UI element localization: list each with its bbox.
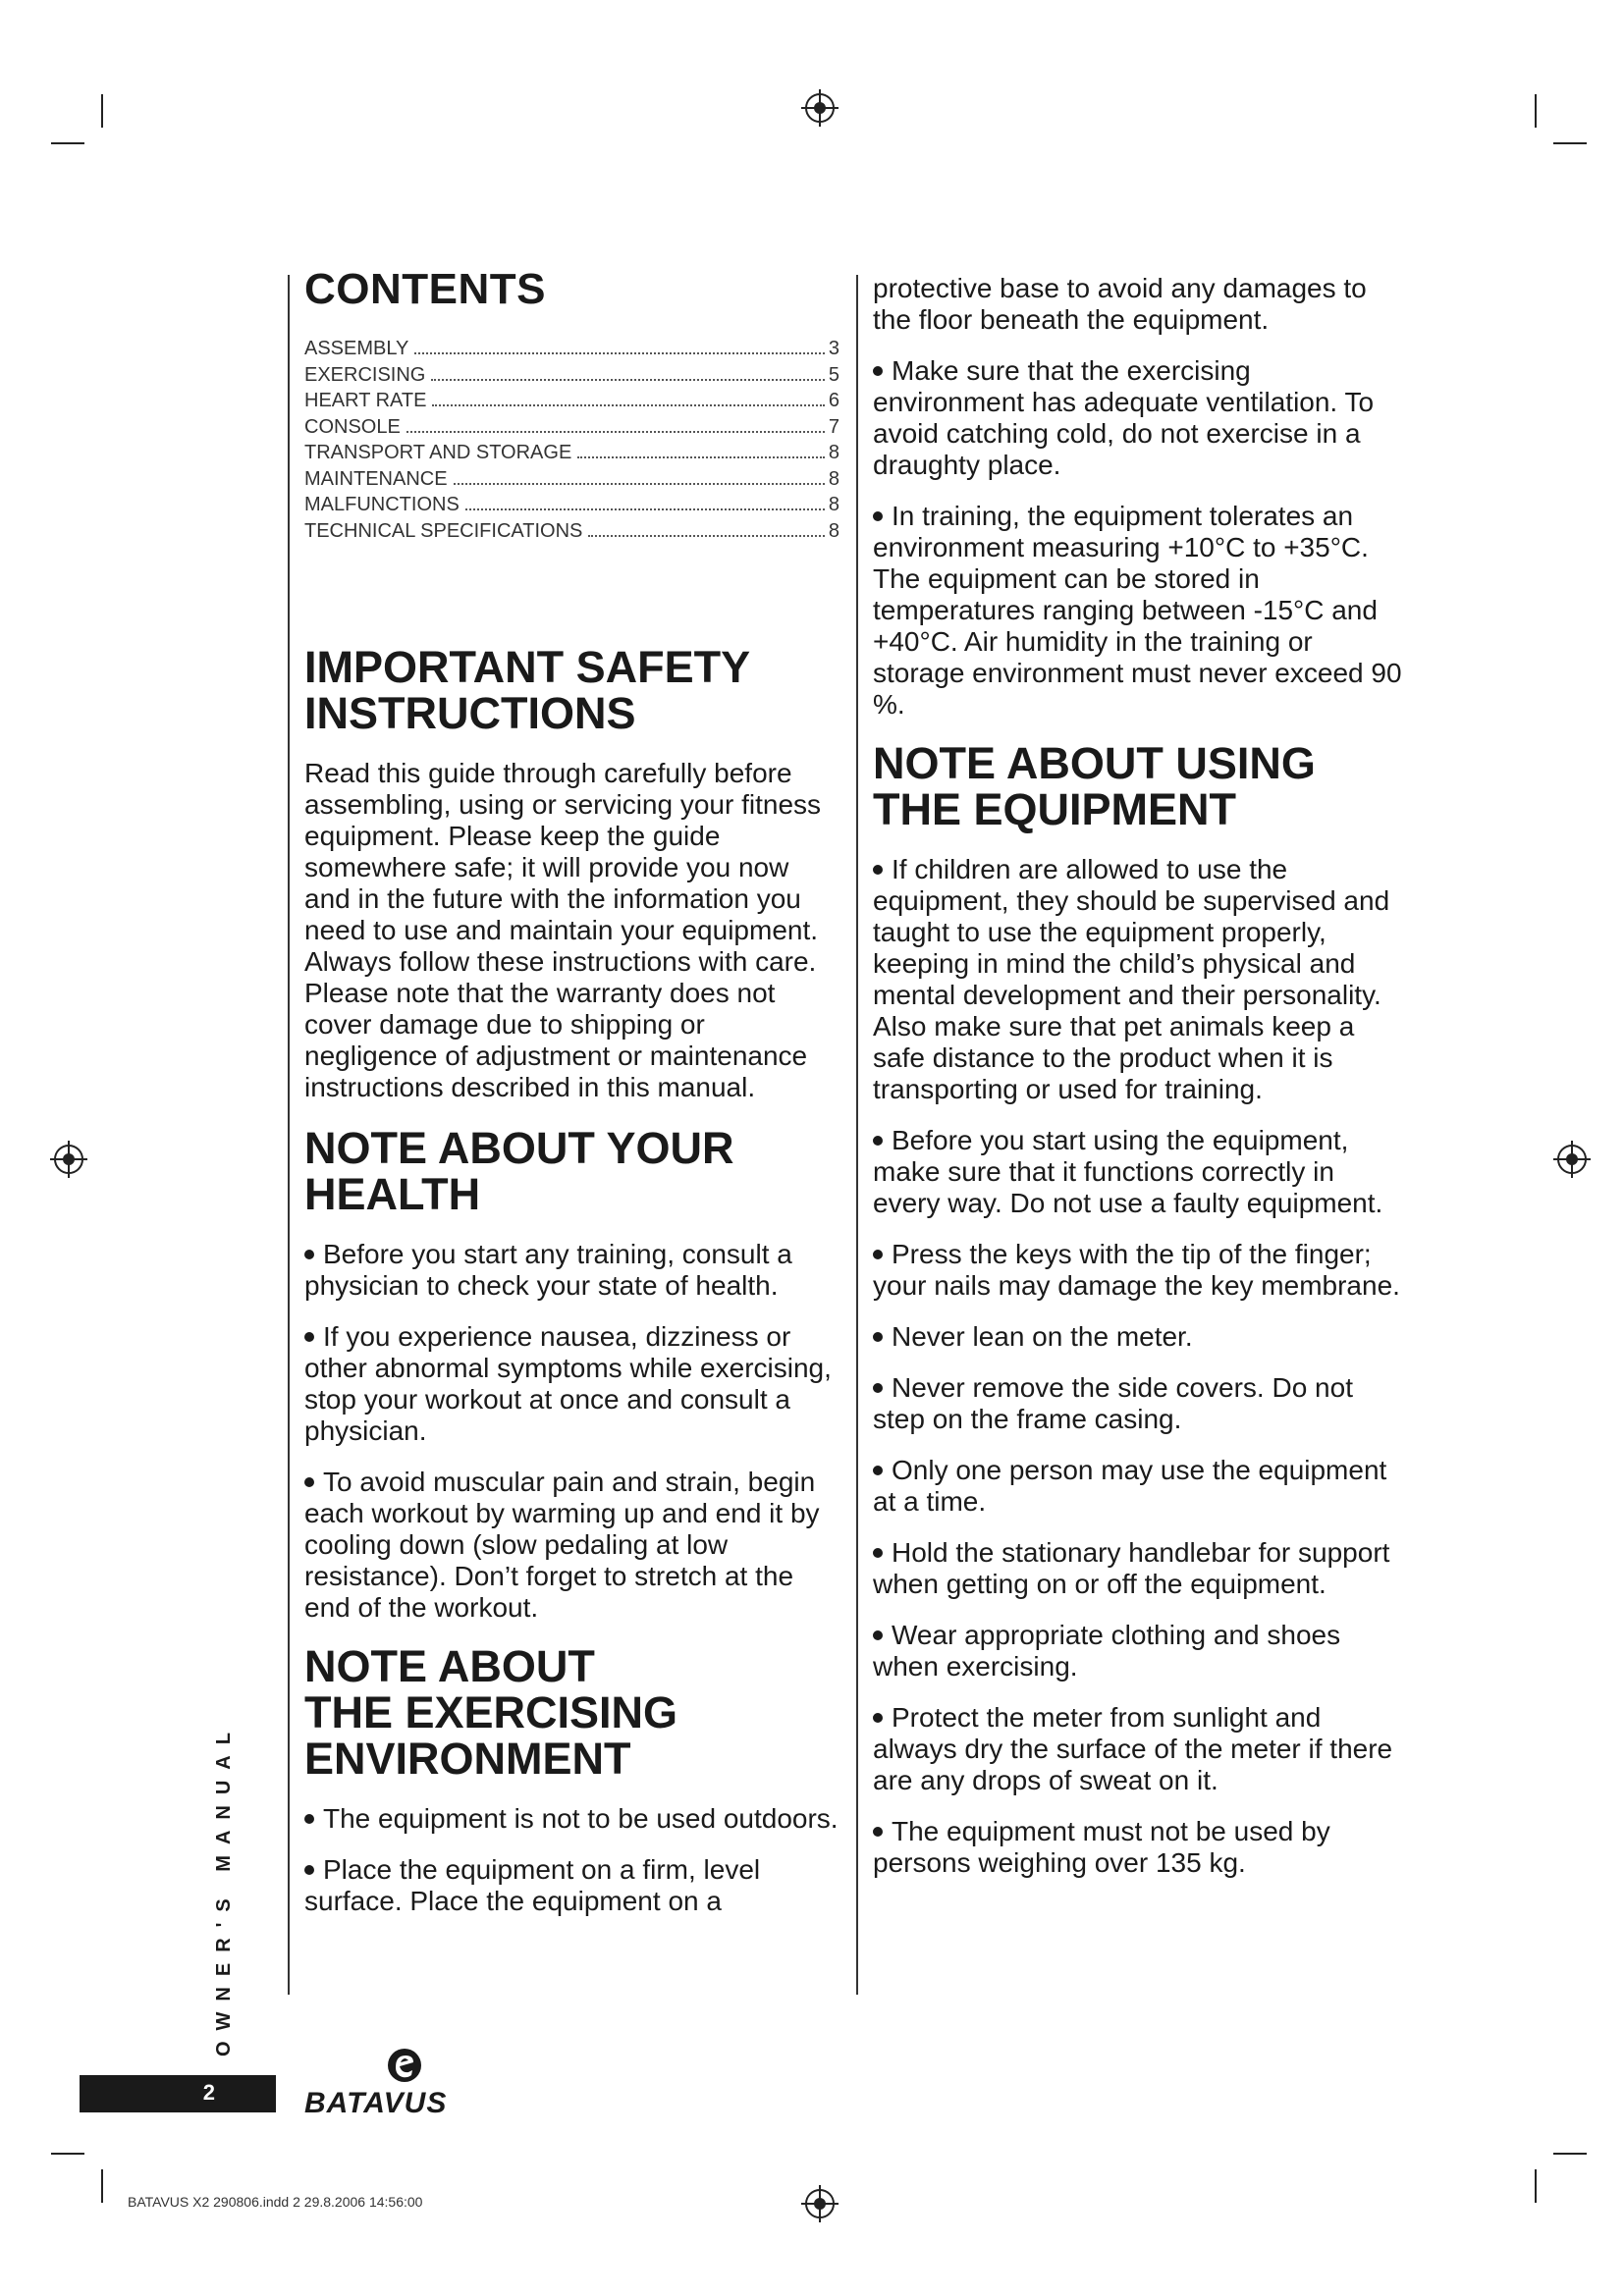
column-rule (288, 275, 290, 1995)
environment-bullet (873, 501, 1403, 721)
bullet-text: Before you start using the equipment, make sure that it functions correctly in every way. Do not use a faulty equipment. (873, 1125, 1383, 1218)
environment-continued: protective base to avoid any damages to the floor beneath the equipment. (873, 273, 1367, 335)
using-bullet (873, 1321, 1403, 1353)
bullet-icon (304, 1865, 314, 1875)
bullet-icon (873, 1250, 883, 1259)
using-bullet (873, 1537, 1403, 1600)
bullet-text: If you experience nausea, dizziness or other abnormal symptoms while exercising, stop your workout at once and consult a physician. (304, 1321, 832, 1446)
column-rule (856, 275, 858, 1995)
using-bullet (873, 1372, 1403, 1435)
toc-page: 8 (828, 519, 839, 542)
bullet-text: If children are allowed to use the equipment, they should be supervised and taught to use the equipment properly, keeping in mind the child’s physical and mental development and their personality. Also make sure that pet animals keep a safe distance to the product when it is transporting or used for training. (873, 854, 1390, 1104)
toc-leader (588, 535, 825, 537)
toc-page: 6 (828, 390, 839, 411)
environment-bullet (304, 1854, 839, 1917)
safety-heading (304, 644, 839, 736)
health-bullet (304, 1321, 839, 1447)
toc-page: 7 (828, 415, 839, 438)
toc-page: 8 (828, 442, 839, 463)
bullet-text: Place the equipment on a firm, level surface. Place the equipment on a (304, 1854, 761, 1916)
left-column (304, 265, 839, 1937)
bullet-text: The equipment must not be used by persons weighing over 135 kg. (873, 1816, 1330, 1878)
toc-leader (432, 404, 824, 406)
bullet-icon (873, 366, 883, 376)
toc-page: 8 (828, 467, 839, 490)
toc-item[interactable] (304, 466, 839, 493)
crop-mark (1535, 94, 1537, 128)
using-bullet (873, 1239, 1403, 1302)
using-bullet (873, 1620, 1403, 1682)
bullet-text: Never lean on the meter. (892, 1321, 1193, 1352)
bullet-text: The equipment is not to be used outdoors. (323, 1803, 839, 1834)
toc-item[interactable] (304, 336, 839, 362)
using-bullet (873, 854, 1403, 1105)
bullet-icon (873, 511, 883, 521)
using-heading (873, 740, 1403, 832)
bullet-icon (304, 1477, 314, 1487)
page-number: 2 (202, 2080, 215, 2105)
crop-mark (1535, 2169, 1537, 2203)
toc-label: MAINTENANCE (304, 467, 448, 490)
safety-intro: Read this guide through carefully before assembling, using or servicing your fitness equipment. Please keep the guide somewhere safe; it will provide you now and in the future with the information you need to use and maintain your equipment. Always follow these instructions with care. Please note that the warranty does not cover damage due to shipping or negligence of adjustment or maintenance instructions described in this manual. (304, 758, 822, 1102)
health-bullet (304, 1239, 839, 1302)
bullet-text: In training, the equipment tolerates an environment measuring +10°C to +35°C. The equipment can be stored in temperatures ranging between -15°C and +40°C. Air humidity in the training or storage environment must never exceed 90 %. (873, 501, 1402, 720)
bullet-text: To avoid muscular pain and strain, begin each workout by warming up and end it by cooling down (slow pedaling at low resistance). Don’t forget to stretch at the end of the workout. (304, 1467, 820, 1623)
bullet-icon (873, 1466, 883, 1475)
page-number-box (80, 2075, 276, 2112)
crop-mark (51, 2153, 84, 2155)
bullet-text: Wear appropriate clothing and shoes when exercising. (873, 1620, 1341, 1682)
using-bullet (873, 1125, 1403, 1219)
toc-page: 5 (828, 363, 839, 386)
toc-label: TECHNICAL SPECIFICATIONS (304, 519, 583, 542)
bullet-icon (873, 1827, 883, 1837)
toc-item[interactable] (304, 440, 839, 466)
bullet-text: Protect the meter from sunlight and always dry the surface of the meter if there are any drops of sweat on it. (873, 1702, 1393, 1795)
bullet-icon (873, 1332, 883, 1342)
bullet-icon (873, 1136, 883, 1146)
brand-name: BATAVUS (304, 2087, 448, 2119)
bullet-text: Press the keys with the tip of the finger; your nails may damage the key membrane. (873, 1239, 1400, 1301)
print-slug: BATAVUS X2 290806.indd 2 29.8.2006 14:56:00 (128, 2194, 423, 2210)
environment-heading (304, 1643, 839, 1782)
bullet-icon (873, 1713, 883, 1723)
environment-heading-line: ENVIRONMENT (304, 1734, 631, 1784)
health-heading-line: NOTE ABOUT YOUR (304, 1123, 734, 1173)
crop-mark (101, 94, 103, 128)
registration-mark-icon (54, 1145, 83, 1174)
bullet-text: Never remove the side covers. Do not step on the frame casing. (873, 1372, 1353, 1434)
health-bullet (304, 1467, 839, 1624)
batavus-logo-icon (385, 2046, 424, 2085)
toc-item[interactable] (304, 518, 839, 545)
toc-item[interactable] (304, 414, 839, 441)
using-bullet (873, 1702, 1403, 1796)
environment-bullet (873, 355, 1403, 481)
bullet-text: Only one person may use the equipment at a time. (873, 1455, 1387, 1517)
toc-leader (414, 352, 825, 354)
crop-mark (101, 2169, 103, 2203)
toc-item[interactable] (304, 492, 839, 518)
bullet-text: Make sure that the exercising environment has adequate ventilation. To avoid catching cold, do not exercise in a draughty place. (873, 355, 1375, 480)
crop-mark (1553, 142, 1587, 144)
bullet-text: Before you start any training, consult a physician to check your state of health. (304, 1239, 792, 1301)
environment-bullet (304, 1803, 839, 1835)
toc-label: ASSEMBLY (304, 338, 409, 359)
using-heading-line: NOTE ABOUT USING (873, 738, 1316, 788)
bullet-icon (304, 1332, 314, 1342)
registration-mark-icon (805, 93, 835, 123)
toc-label: HEART RATE (304, 390, 427, 411)
safety-heading-line: INSTRUCTIONS (304, 688, 636, 738)
toc-item[interactable] (304, 362, 839, 389)
safety-heading-line: IMPORTANT SAFETY (304, 642, 751, 692)
bullet-icon (873, 1548, 883, 1558)
toc-leader (465, 508, 825, 510)
toc-page: 8 (828, 494, 839, 515)
toc-label: TRANSPORT AND STORAGE (304, 442, 572, 463)
toc-leader (431, 379, 825, 381)
toc-leader (406, 431, 825, 433)
contents-title: CONTENTS (304, 265, 546, 313)
environment-heading-line: THE EXERCISING (304, 1687, 678, 1737)
bullet-icon (873, 1383, 883, 1393)
registration-mark-icon (805, 2189, 835, 2218)
toc-label: MALFUNCTIONS (304, 494, 460, 515)
crop-mark (1553, 2153, 1587, 2155)
bullet-icon (873, 865, 883, 875)
toc-label: EXERCISING (304, 363, 426, 386)
bullet-icon (873, 1630, 883, 1640)
right-column (873, 273, 1403, 1898)
bullet-icon (304, 1250, 314, 1259)
toc-page: 3 (828, 338, 839, 359)
table-of-contents (304, 336, 839, 544)
using-bullet (873, 1455, 1403, 1518)
crop-mark (51, 142, 84, 144)
toc-leader (577, 456, 825, 458)
using-heading-line: THE EQUIPMENT (873, 784, 1237, 834)
bullet-icon (304, 1814, 314, 1824)
toc-item[interactable] (304, 388, 839, 414)
health-heading-line: HEALTH (304, 1169, 481, 1219)
registration-mark-icon (1557, 1145, 1587, 1174)
health-heading (304, 1125, 839, 1217)
owners-manual-label: OWNER'S MANUAL (213, 1722, 235, 2056)
environment-heading-line: NOTE ABOUT (304, 1641, 595, 1691)
brand-logo (304, 2044, 497, 2122)
toc-label: CONSOLE (304, 415, 401, 438)
bullet-text: Hold the stationary handlebar for support when getting on or off the equipment. (873, 1537, 1390, 1599)
toc-leader (454, 483, 825, 485)
using-bullet (873, 1816, 1403, 1879)
